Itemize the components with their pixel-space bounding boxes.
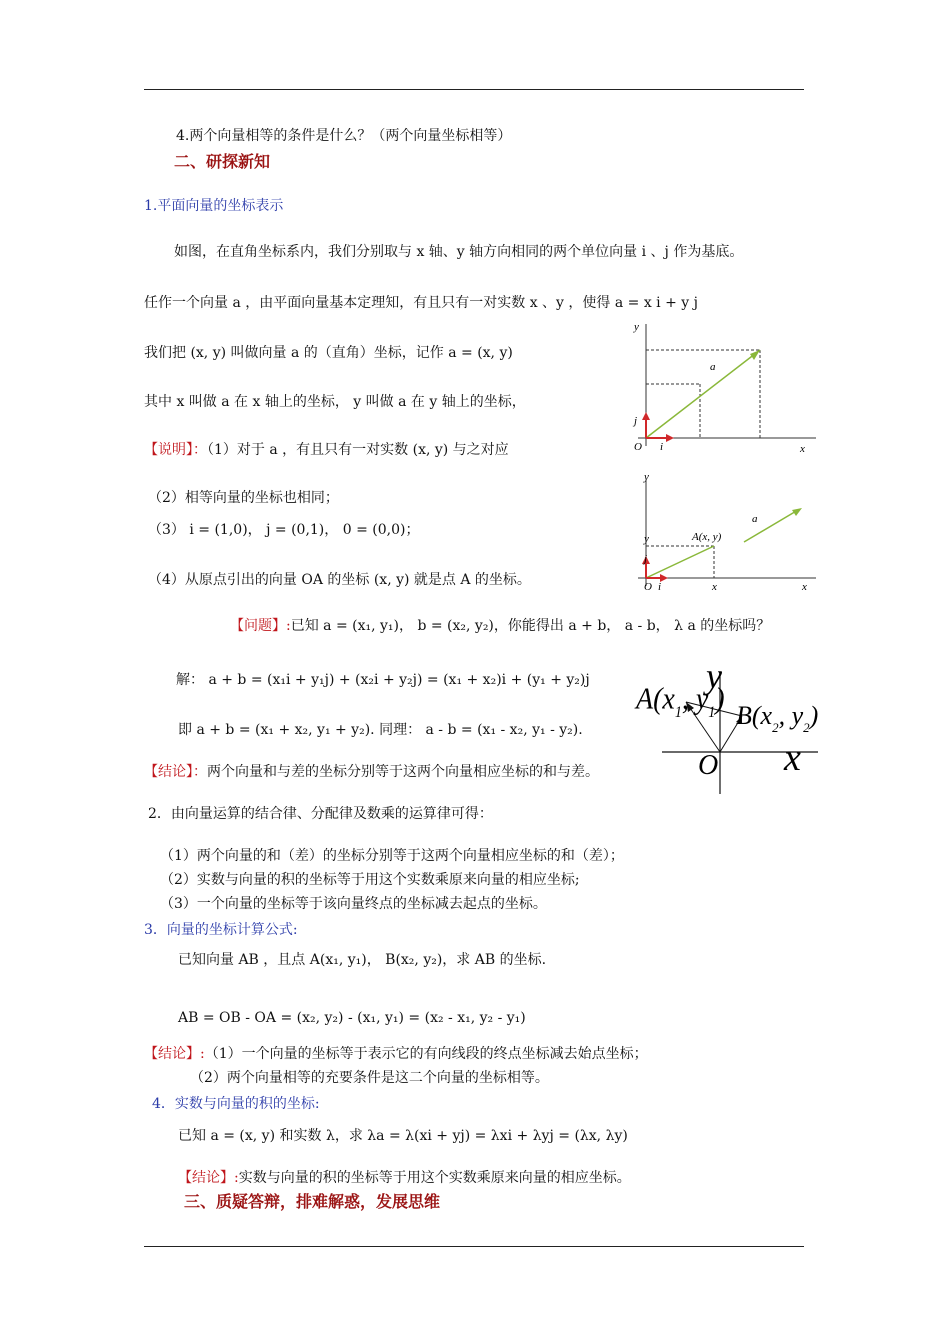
line-01: 4.两个向量相等的条件是什么？（两个向量坐标相等） xyxy=(176,128,512,144)
line-26: 已知 a = (x, y) 和实数 λ，求 λa = λ(xi + yj) = λxi + λyj = (λx, λy) xyxy=(178,1128,628,1144)
fig1-x: x xyxy=(800,443,805,455)
fig2-point-a: A(x, y) xyxy=(692,531,722,543)
conclusion-text-3: 实数与向量的积的坐标等于用这个实数乘原来向量的相应坐标。 xyxy=(238,1170,631,1186)
line-19: （3）一个向量的坐标等于该向量终点的坐标减去起点的坐标。 xyxy=(160,896,547,912)
fig1-o: O xyxy=(634,441,642,453)
line-21: 已知向量 AB ，且点 A(x₁, y₁)， B(x₂, y₂)，求 AB 的坐标. xyxy=(178,952,547,968)
line-07: 其中 x 叫做 a 在 x 轴上的坐标， y 叫做 a 在 y 轴上的坐标， xyxy=(144,394,526,410)
conclusion-tag-3: 【结论】: xyxy=(178,1170,239,1186)
line-18: （2）实数与向量的积的坐标等于用这个实数乘原来向量的相应坐标; xyxy=(160,872,580,888)
conclusion-tag-2: 【结论】: xyxy=(144,1046,205,1062)
figure-point-vector xyxy=(626,470,822,592)
fig2-i: i xyxy=(658,581,662,592)
fig1-j: j xyxy=(634,415,638,427)
question-text: 已知 a = (x₁, y₁)， b = (x₂, y₂)，你能得出 a + b， a - b， λ a 的坐标吗？ xyxy=(290,618,771,634)
line-24: （2）两个向量相等的充要条件是这二个向量的坐标相等。 xyxy=(190,1070,549,1086)
subheading-1: 1.平面向量的坐标表示 xyxy=(144,198,284,214)
fig2-y: y xyxy=(644,471,649,483)
line-14: 即 a + b = (x₁ + x₂, y₁ + y₂). 同理： a - b = (x₁ - x₂, y₁ - y₂). xyxy=(178,722,583,738)
line-22: AB = OB - OA = (x₂, y₂) - (x₁, y₁) = (x₂ - x₁, y₂ - y₁) xyxy=(178,1010,526,1026)
fig3-point-b: $B(x_2$, $y_2$) xyxy=(736,701,819,735)
conclusion-text-1: 两个向量和与差的坐标分别等于这两个向量相应坐标的和与差。 xyxy=(207,764,599,780)
line-04: 如图，在直角坐标系内，我们分别取与 x 轴、y 轴方向相同的两个单位向量 i 、j 作为基底。 xyxy=(174,244,744,260)
note-text: （1）对于 a ，有且只有一对实数 (x, y) 与之对应 xyxy=(207,442,509,458)
note-tag: 【说明】： xyxy=(144,442,207,458)
question-tag: 【问题】: xyxy=(230,618,291,634)
bottom-rule xyxy=(144,1246,804,1247)
line-08 xyxy=(144,440,509,460)
line-06: 我们把 (x, y) 叫做向量 a 的（直角）坐标，记作 a = (x, y) xyxy=(144,345,513,361)
fig2-xk: x xyxy=(712,581,717,592)
fig2-o: O xyxy=(644,581,652,592)
line-23 xyxy=(144,1044,648,1064)
figure-coordinate-vector xyxy=(626,318,822,458)
fig2-j: j xyxy=(644,553,648,565)
top-rule xyxy=(144,89,804,90)
fig1-i: i xyxy=(660,441,664,453)
line-17: （1）两个向量的和（差）的坐标分别等于这两个向量相应坐标的和（差）； xyxy=(160,848,624,864)
fig2-yk: y xyxy=(644,533,649,545)
line-16: 2．由向量运算的结合律、分配律及数乘的运算律可得： xyxy=(148,806,493,822)
line-09: （2）相等向量的坐标也相同； xyxy=(148,490,339,506)
vector-oa xyxy=(646,546,714,578)
conclusion-text-2: （1）一个向量的坐标等于表示它的有向线段的终点坐标减去始点坐标； xyxy=(204,1046,648,1062)
line-27 xyxy=(178,1168,631,1188)
heading-section-2: 二、研探新知 xyxy=(174,152,271,171)
subheading-4: 4．实数与向量的积的坐标: xyxy=(152,1096,320,1112)
conclusion-tag-1: 【结论】： xyxy=(144,764,207,780)
line-10: （3） i = (1,0)， j = (0,1)， 0 = (0,0)； xyxy=(148,522,420,538)
subheading-3: 3．向量的坐标计算公式: xyxy=(144,922,298,938)
line-13: 解： a + b = (x₁i + y₁j) + (x₂i + y₂j) = (x₁ + x₂)i + (y₁ + y₂)j xyxy=(176,672,590,688)
line-05: 任作一个向量 a ，由平面向量基本定理知，有且只有一对实数 x 、y ，使得 a = x i + y j xyxy=(144,295,698,311)
fig2-a: a xyxy=(752,513,758,525)
fig3-x: x xyxy=(784,737,801,779)
fig3-o: O xyxy=(698,750,719,781)
line-15 xyxy=(144,762,599,782)
fig2-x: x xyxy=(802,581,807,592)
line-11: （4）从原点引出的向量 OA 的坐标 (x, y) 就是点 A 的坐标。 xyxy=(148,572,531,588)
line-12 xyxy=(230,616,770,636)
vector-a xyxy=(646,350,760,438)
fig3-y: y xyxy=(706,660,722,696)
figure-two-points xyxy=(632,660,830,796)
fig1-y: y xyxy=(634,321,639,333)
fig3-point-a: $A(x_1$, $y_1$) xyxy=(636,682,725,722)
heading-section-3: 三、质疑答辩，排难解惑，发展思维 xyxy=(184,1192,441,1211)
fig1-a: a xyxy=(710,361,716,373)
